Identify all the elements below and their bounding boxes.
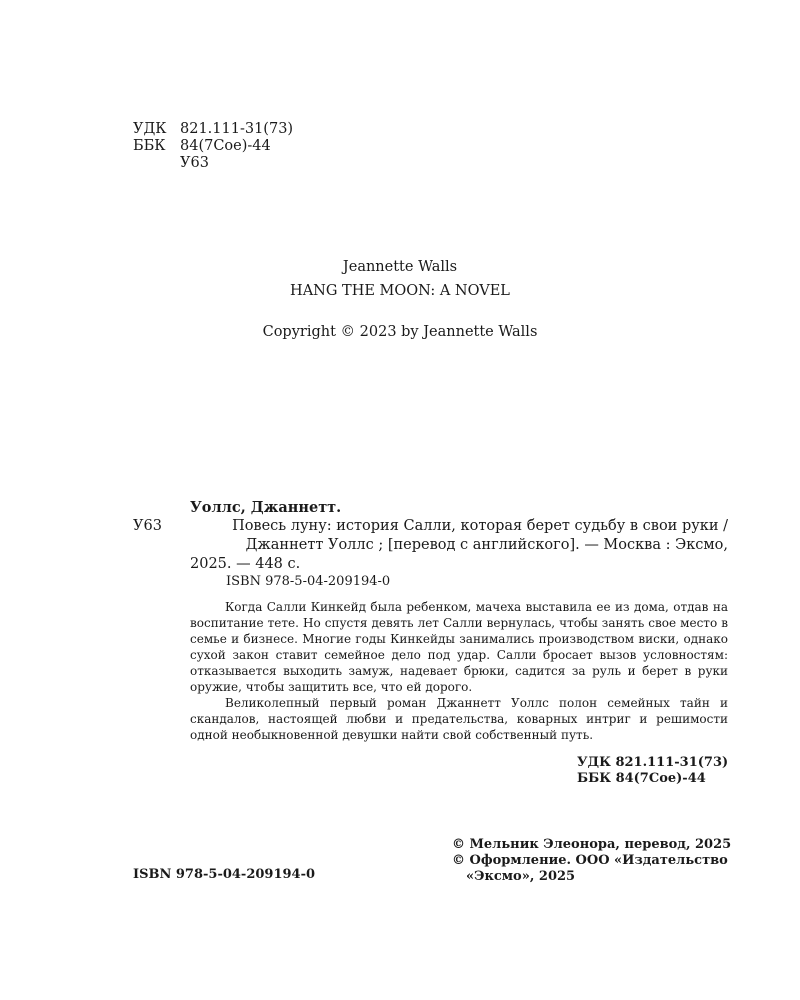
catalog-bbk: ББК 84(7Сое)-44 [577,771,706,786]
bbk-value: 84(7Сое)-44 [180,138,271,154]
catalog-udk: УДК 821.111-31(73) [577,755,729,770]
annotation-paragraph-1: Когда Салли Кинкейд была ребенком, мачеха выставила ее из дома, отдав на воспитание тете. Но спустя девять лет Салли вернулась, чтобы занять свое место в семье и бизнесе. Многие годы Кинкейды занимались производством виски, однако сухой закон ставит семейное дело под удар. Салли бросает вызов условностям: отказывается выходить замуж, надевает брюки, садится за руль и берет в руки оружие, чтобы защитить все, что ей дорого. [190,600,728,694]
catalog-author-sign: У63 [133,518,162,534]
catalog-title-line3: 2025. — 448 с. [190,556,301,572]
original-title: HANG THE MOON: A NOVEL [290,283,510,299]
copyright-design-line1: © Оформление. ООО «Издательство [452,853,728,868]
udk-value: 821.111-31(73) [180,121,294,137]
copyright-translation: © Мельник Элеонора, перевод, 2025 [452,837,732,852]
catalog-title-line2: Джаннетт Уоллс ; [перевод с английского]. — Москва : Эксмо, [245,537,728,553]
author-sign: У63 [180,155,209,171]
catalog-title-line1: Повесь луну: история Салли, которая берет судьбу в свои руки / [232,518,728,534]
udk-label: УДК [133,121,167,137]
footer-isbn: ISBN 978-5-04-209194-0 [133,867,316,882]
copyright-design-line2: «Эксмо», 2025 [466,869,576,884]
annotation-paragraph-2: Великолепный первый роман Джаннетт Уоллс полон семейных тайн и скандалов, настоящей любви и предательства, коварных интриг и решимости одной необыкновенной девушки найти свой собственный путь. [190,696,728,742]
catalog-isbn: ISBN 978-5-04-209194-0 [226,574,391,589]
original-copyright: Copyright © 2023 by Jeannette Walls [262,324,538,340]
catalog-annotation [190,599,728,743]
catalog-author-heading: Уоллс, Джаннетт. [190,499,342,516]
original-author: Jeannette Walls [342,259,458,275]
bbk-label: ББК [133,138,166,154]
